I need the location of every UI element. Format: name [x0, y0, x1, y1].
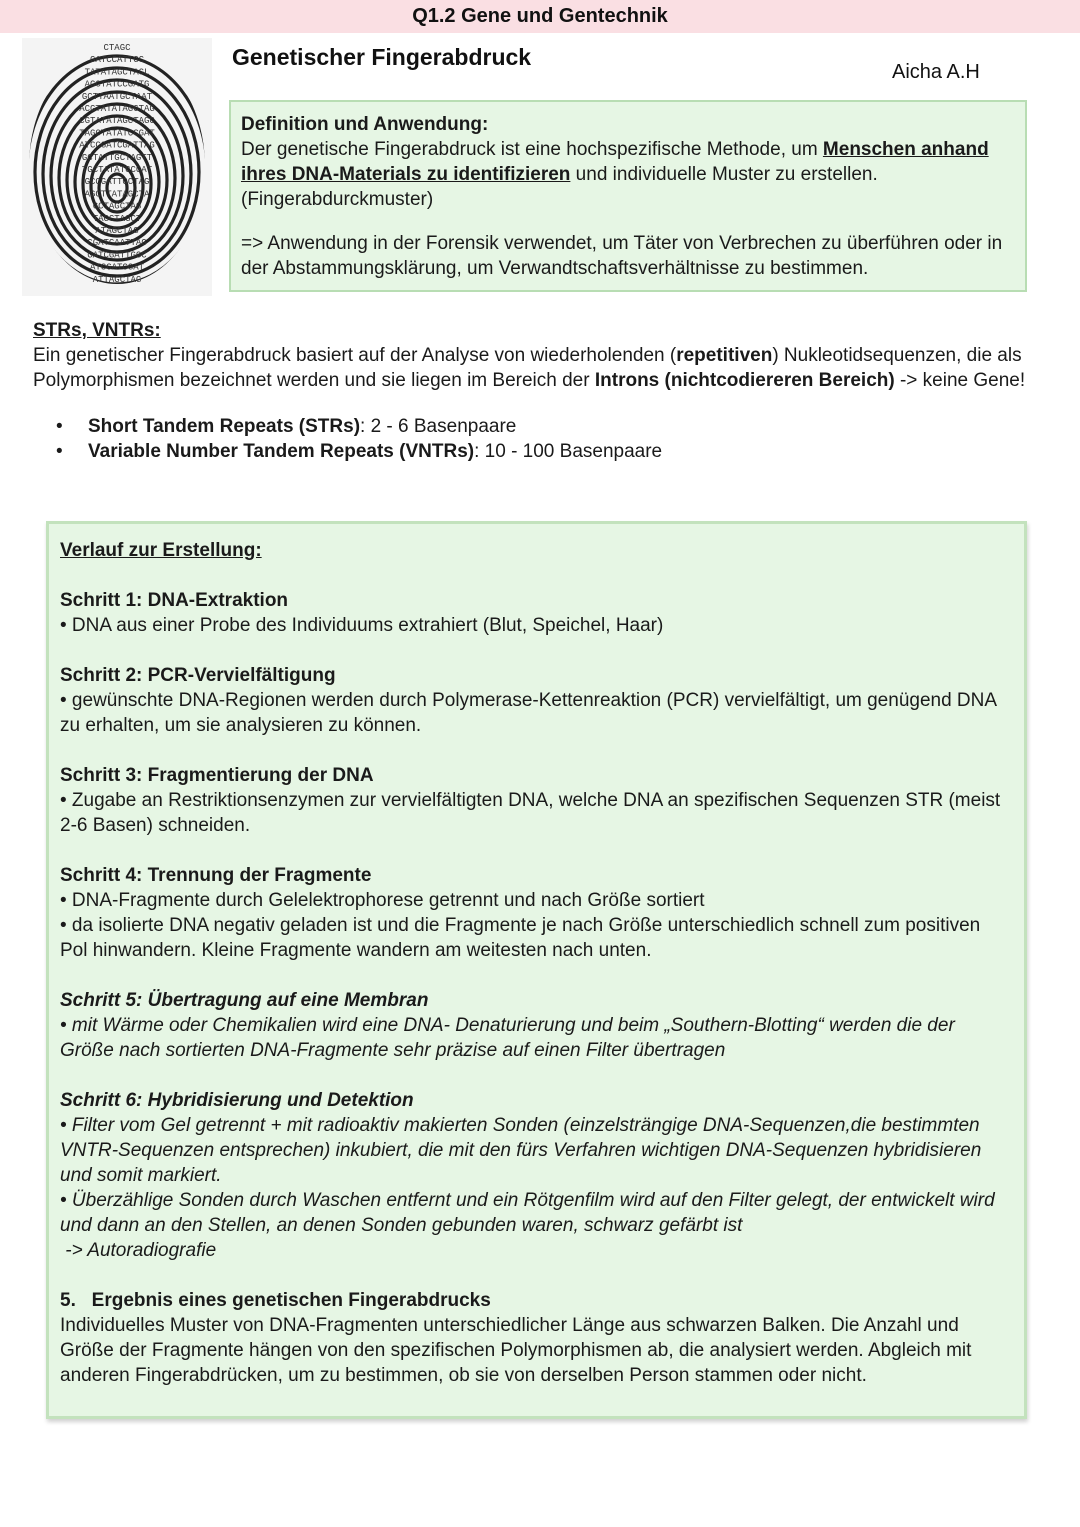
fingerprint-letters: AGCTATCCGATG	[84, 79, 150, 90]
fingerprint-letters: CGTATATAGCTAGC	[79, 116, 155, 127]
str-bold-introns: Introns	[594, 370, 660, 391]
process-heading: Verlauf zur Erstellung:	[60, 540, 262, 561]
str-text-3: -> keine Gene!	[894, 370, 1026, 391]
course-banner: Q1.2 Gene und Gentechnik	[0, 0, 1080, 33]
fingerprint-icon	[22, 38, 212, 296]
step-line: • Überzählige Sonden durch Waschen entfernt und ein Rötgenfilm wird auf den Filter gelegt, der entwickelt wird und dann an den Stellen, an denen Sonden gebunden waren, schwarz gefärbt ist	[60, 1190, 995, 1236]
list-item-bold: Short Tandem Repeats (STRs)	[88, 416, 361, 437]
fingerprint-letters: GATCGATTGGC	[87, 250, 147, 261]
step-title: Schritt 2: PCR-Vervielfältigung	[60, 665, 336, 686]
step-title: Schritt 6: Hybridisierung und Detektion	[60, 1090, 414, 1111]
step-line: • Filter vom Gel getrennt + mit radioaktiv makierten Sonden (einzelsträngige DNA-Sequenzen,die bestimmten VNTR-Sequenzen entsprechen) inkubiert, die mit den fürs Verfahren wichtigen DNA-Sequenzen hybridisieren und somit markiert.	[60, 1115, 982, 1186]
step-3	[60, 763, 1012, 838]
step-5	[60, 988, 1012, 1063]
fingerprint-letters: CTAGC	[103, 43, 131, 53]
fingerprint-letters: TATATAGCTAGL	[84, 67, 150, 78]
str-paragraph	[33, 343, 1043, 393]
fingerprint-letters: GCCGATTGCTAG	[84, 177, 150, 188]
step-6	[60, 1088, 1012, 1263]
process-box	[46, 521, 1027, 1419]
step-line: • Zugabe an Restriktionsenzymen zur vervielfältigten DNA, welche DNA an spezifischen Sequenzen STR (meist 2-6 Basen) schneiden.	[60, 790, 1001, 836]
str-text-2: ) Nukleotidsequenzen, die als Polymorphismen bezeichnet werden und sie liegen im Bereich der	[33, 345, 1022, 391]
step-title: Schritt 5: Übertragung auf eine Membran	[60, 990, 429, 1011]
list-item-text: : 10 - 100 Basenpaare	[474, 441, 663, 462]
str-bold-noncoding: (nichtcodiereren Bereich)	[664, 370, 895, 391]
step-line: • DNA-Fragmente durch Gelelektrophorese getrennt und nach Größe sortiert	[60, 890, 705, 911]
fingerprint-letters: GCTAGCTAG	[92, 201, 142, 212]
definition-application: => Anwendung in der Forensik verwendet, um Täter von Verbrechen zu überführen oder in der Abstammungsklärung, um Verwandtschaftsverhältnisse zu bestimmen.	[241, 233, 1003, 279]
step-title: Schritt 3: Fragmentierung der DNA	[60, 765, 374, 786]
repeat-list	[33, 414, 1043, 464]
result-section	[60, 1288, 1012, 1388]
str-bold-repetitive: repetitiven	[676, 345, 773, 366]
str-section	[33, 318, 1043, 464]
step-1	[60, 588, 1012, 638]
step-title: Schritt 4: Trennung der Fragmente	[60, 865, 372, 886]
fingerprint-letters: GATCCATTGC	[90, 55, 145, 66]
list-item	[33, 439, 1043, 464]
definition-heading: Definition und Anwendung:	[241, 114, 489, 135]
definition-box	[229, 100, 1027, 292]
definition-highlight: Menschen anhand ihres DNA-Materials zu identifizieren	[241, 139, 989, 185]
step-4	[60, 863, 1012, 963]
step-line: • DNA aus einer Probe des Individuums extrahiert (Blut, Speichel, Haar)	[60, 615, 664, 636]
fingerprint-letters: CGATCAATTAG	[87, 238, 147, 249]
fingerprint-image	[22, 38, 212, 296]
str-heading: STRs, VNTRs:	[33, 320, 161, 341]
fingerprint-letters: ATAGCTAG	[95, 226, 139, 236]
fingerprint-letters: ATCGATCGAT	[90, 262, 145, 273]
page-title: Genetischer Fingerabdruck	[232, 44, 532, 70]
author-name: Aicha A.H	[892, 61, 980, 83]
fingerprint-letters: TAGCTAGCT	[92, 213, 142, 224]
fingerprint-letters: ATCCGATCGATTAG	[79, 140, 155, 151]
definition-text	[241, 137, 1015, 212]
str-text-1: Ein genetischer Fingerabdruck basiert auf der Analyse von wiederholenden (	[33, 345, 677, 366]
fingerprint-letters: GCTATTGCTAGTT	[81, 152, 153, 163]
fingerprint-letters: ACGTATATAGCTAG	[79, 104, 155, 114]
list-item-bold: Variable Number Tandem Repeats (VNTRs)	[88, 441, 475, 462]
step-line: • gewünschte DNA-Regionen werden durch Polymerase-Kettenreaktion (PCR) vervielfältigt, um genügend DNA zu erhalten, um sie analysieren zu können.	[60, 690, 997, 736]
step-line: Individuelles Muster von DNA-Fragmenten unterschiedlicher Länge aus schwarzen Balken. Die Anzahl und Größe der Fragmente hängen von den spezifischen Polymorphismen ab, die analysiert werden. Abgleich mit anderen Fingerabdrücken, um zu bestimmen, ob sie von derselben Person stammen oder nicht.	[60, 1315, 972, 1386]
step-line: -> Autoradiografie	[60, 1240, 217, 1261]
step-line: • mit Wärme oder Chemikalien wird eine DNA- Denaturierung und beim „Southern-Blotting“ werden die der Größe nach sortierten DNA-Fragmente sehr präzise auf einen Filter übertragen	[60, 1015, 955, 1061]
list-item-text: : 2 - 6 Basenpaare	[360, 416, 517, 437]
definition-text-end: und individuelle Muster zu erstellen. (Fingerabdurckmuster)	[241, 164, 878, 210]
fingerprint-letters: TAGCTATATCCGAT	[79, 128, 155, 139]
step-title: Schritt 1: DNA-Extraktion	[60, 590, 289, 611]
step-title: 5. Ergebnis eines genetischen Fingerabdrucks	[60, 1290, 491, 1311]
definition-text-start: Der genetische Fingerabdruck ist eine hochspezifische Methode, um	[241, 139, 823, 160]
fingerprint-letters: GCTTAATGCTAAT	[81, 91, 153, 102]
step-line: • da isolierte DNA negativ geladen ist und die Fragmente je nach Größe unterschiedlich schnell zum positiven Pol hinwandern. Kleine Fragmente wandern am weitesten nach unten.	[60, 915, 981, 961]
list-item	[33, 414, 1043, 439]
fingerprint-letters: ATTAGCTAG	[92, 274, 142, 285]
fingerprint-letters: AGCTTATAGCTA	[84, 189, 150, 200]
fingerprint-letters: TGCTATATCCGAT	[81, 165, 153, 175]
step-2	[60, 663, 1012, 738]
